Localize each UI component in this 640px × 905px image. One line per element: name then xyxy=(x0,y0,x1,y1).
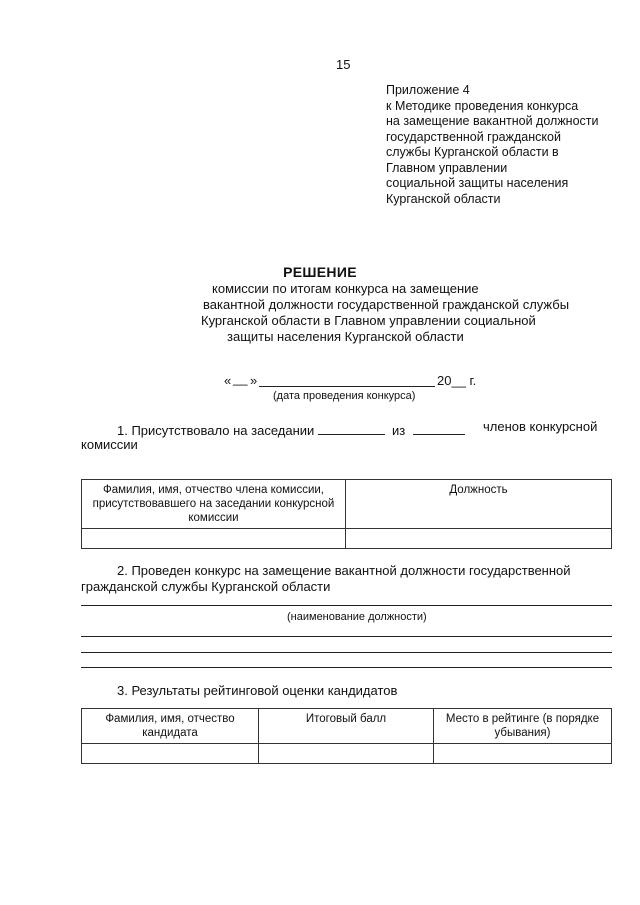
blank-line xyxy=(81,667,612,668)
date-open-quote: « xyxy=(224,373,232,388)
appendix-line: Приложение 4 xyxy=(386,83,470,97)
date-day-blank: __ xyxy=(233,371,248,386)
blank-line xyxy=(81,652,612,653)
document-title: РЕШЕНИЕ xyxy=(283,264,357,280)
blank-line xyxy=(81,636,612,637)
appendix-line: службы Курганской области в xyxy=(386,145,559,159)
subtitle-line: защиты населения Курганской области xyxy=(227,329,464,344)
appendix-line: к Методике проведения конкурса xyxy=(386,98,579,113)
appendix-line: на замещение вакантной должности xyxy=(386,114,599,128)
table-row xyxy=(82,744,612,764)
subtitle-line: вакантной должности государственной гражданской службы xyxy=(203,297,570,312)
table-cell[interactable] xyxy=(434,744,612,764)
appendix-line: социальной защиты населения xyxy=(386,176,569,190)
section1-blank-present xyxy=(318,434,385,435)
date-year: 20__ г. xyxy=(437,373,477,388)
appendix-line: Главном управлении xyxy=(386,160,508,175)
section2-line1: 2. Проведен конкурс на замещение вакантной должности государственной xyxy=(117,563,571,578)
section1-text-start: 1. Присутствовало на заседании xyxy=(117,423,315,438)
table-row xyxy=(82,529,612,549)
section1-text-end: членов конкурсной xyxy=(483,419,598,434)
candidates-table-header-score: Итоговый балл xyxy=(259,709,434,744)
table-cell[interactable] xyxy=(82,529,346,549)
page-number: 15 xyxy=(336,57,351,72)
subtitle-line: Курганской области в Главном управлении социальной xyxy=(201,313,536,328)
date-caption: (дата проведения конкурса) xyxy=(273,390,416,402)
date-month-line xyxy=(259,386,435,387)
members-table-header-position: Должность xyxy=(346,480,612,529)
members-table xyxy=(81,479,612,549)
appendix-block xyxy=(386,83,599,207)
members-table-header-name: Фамилия, имя, отчество члена комиссии, присутствовавшего на заседании конкурсной комиссии xyxy=(82,480,346,529)
table-cell[interactable] xyxy=(346,529,612,549)
section1-text-cont: комиссии xyxy=(81,437,138,452)
candidates-table-header-rank: Место в рейтинге (в порядке убывания) xyxy=(434,709,612,744)
candidates-table xyxy=(81,708,612,764)
section2-line2: гражданской службы Курганской области xyxy=(81,579,331,594)
section3-heading: 3. Результаты рейтинговой оценки кандидатов xyxy=(117,683,398,698)
table-cell[interactable] xyxy=(259,744,434,764)
section1-blank-total xyxy=(413,434,465,435)
date-close-quote: » xyxy=(250,373,258,388)
appendix-line: государственной гражданской xyxy=(386,129,561,144)
position-caption: (наименование должности) xyxy=(287,611,427,623)
position-name-line xyxy=(81,605,612,606)
appendix-line: Курганской области xyxy=(386,191,501,206)
section1-word-of: из xyxy=(392,423,406,438)
subtitle-line: комиссии по итогам конкурса на замещение xyxy=(212,281,479,296)
candidates-table-header-name: Фамилия, имя, отчество кандидата xyxy=(82,709,259,744)
table-cell[interactable] xyxy=(82,744,259,764)
